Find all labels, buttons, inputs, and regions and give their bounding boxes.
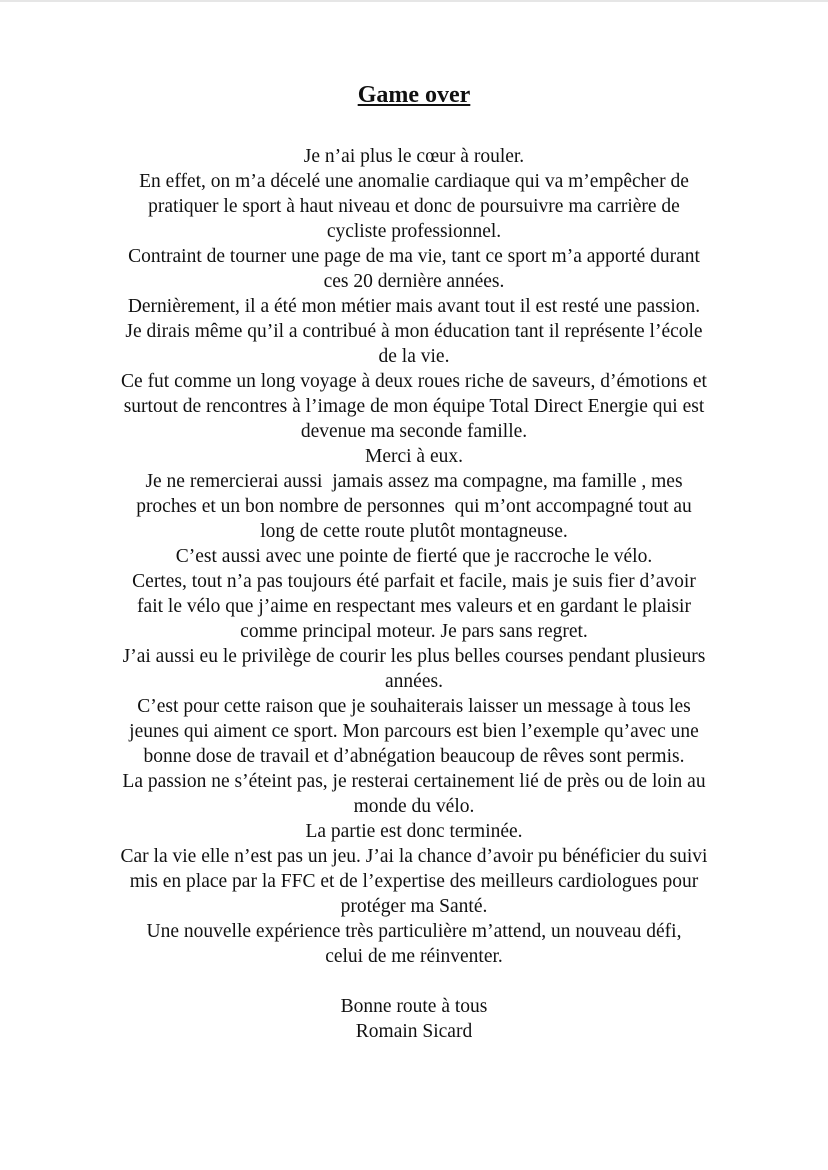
body-line: pratiquer le sport à haut niveau et donc de poursuivre ma carrière de (148, 196, 680, 217)
body-line: bonne dose de travail et d’abnégation beaucoup de rêves sont permis. (143, 746, 685, 767)
body-line: Dernièrement, il a été mon métier mais avant tout il est resté une passion. (127, 296, 701, 317)
body-line: Ce fut comme un long voyage à deux roues riche de saveurs, d’émotions et (121, 371, 707, 392)
body-line: Contraint de tourner une page de ma vie, tant ce sport m’a apporté durant (128, 246, 700, 267)
body-line: La partie est donc terminée. (305, 821, 523, 842)
body-line: mis en place par la FFC et de l’expertise des meilleurs cardiologues pour (129, 871, 699, 892)
author-name: Romain Sicard (355, 1021, 473, 1042)
body-line: monde du vélo. (353, 796, 475, 817)
signature-block (0, 994, 828, 1044)
body-line: de la vie. (378, 346, 450, 367)
body-line: années. (385, 671, 443, 692)
letter-body (0, 144, 828, 969)
body-line: cycliste professionnel. (326, 221, 502, 242)
body-line: Merci à eux. (365, 446, 463, 467)
body-line: En effet, on m’a décelé une anomalie cardiaque qui va m’empêcher de (139, 171, 689, 192)
body-line: Une nouvelle expérience très particulière m’attend, un nouveau défi, (146, 921, 682, 942)
body-line: C’est pour cette raison que je souhaiterais laisser un message à tous les (137, 696, 691, 717)
body-line: long de cette route plutôt montagneuse. (260, 521, 568, 542)
top-border (0, 0, 828, 2)
letter-page (0, 80, 828, 1044)
letter-title: Game over (357, 82, 471, 108)
body-line: ces 20 dernière années. (323, 271, 505, 292)
body-line: C’est aussi avec une pointe de fierté que je raccroche le vélo. (175, 546, 653, 567)
body-line: Je dirais même qu’il a contribué à mon éducation tant il représente l’école (125, 321, 703, 342)
body-line: Car la vie elle n’est pas un jeu. J’ai la chance d’avoir pu bénéficier du suivi (120, 846, 708, 867)
body-line: Je ne remercierai aussi jamais assez ma compagne, ma famille , mes (145, 471, 683, 492)
body-line: celui de me réinventer. (325, 946, 503, 967)
body-line: fait le vélo que j’aime en respectant mes valeurs et en gardant le plaisir (137, 596, 691, 617)
body-line: Je n’ai plus le cœur à rouler. (303, 146, 525, 167)
body-line: devenue ma seconde famille. (300, 421, 528, 442)
body-line: La passion ne s’éteint pas, je resterai certainement lié de près ou de loin au (122, 771, 706, 792)
body-line: surtout de rencontres à l’image de mon équipe Total Direct Energie qui est (123, 396, 705, 417)
body-line: protéger ma Santé. (340, 896, 488, 917)
body-line: J’ai aussi eu le privilège de courir les plus belles courses pendant plusieurs (122, 646, 706, 667)
body-line: comme principal moteur. Je pars sans regret. (240, 621, 588, 642)
body-line: jeunes qui aiment ce sport. Mon parcours est bien l’exemple qu’avec une (129, 721, 699, 742)
closing-line: Bonne route à tous (340, 996, 488, 1017)
body-line: proches et un bon nombre de personnes qui m’ont accompagné tout au (136, 496, 692, 517)
body-line: Certes, tout n’a pas toujours été parfait et facile, mais je suis fier d’avoir (132, 571, 696, 592)
